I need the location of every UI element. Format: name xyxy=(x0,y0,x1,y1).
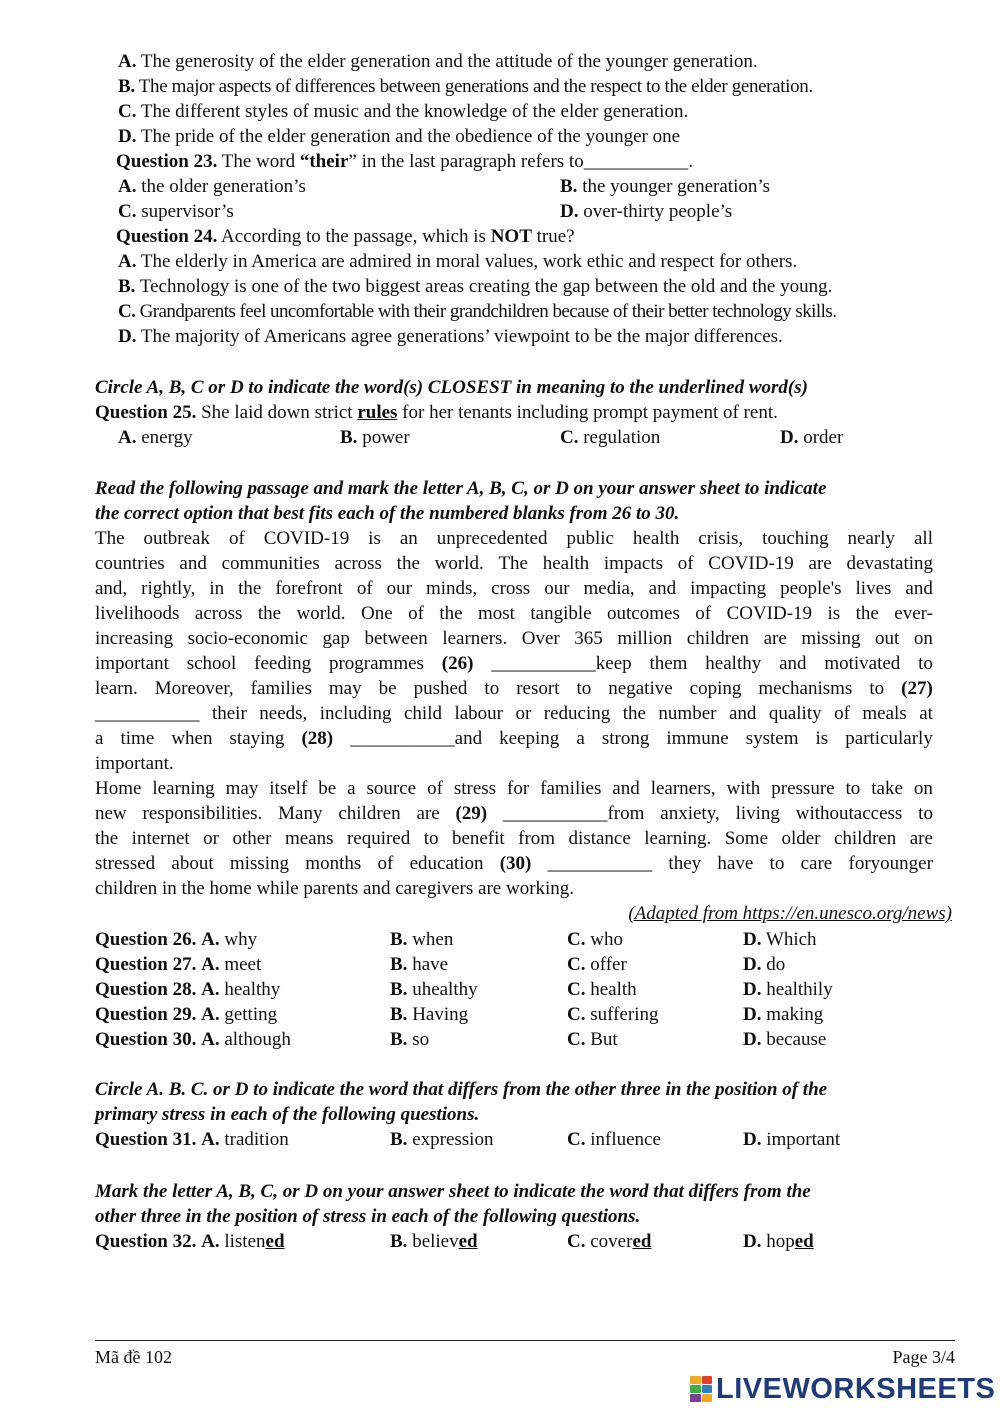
q31-option-d xyxy=(743,1127,840,1152)
liveworksheets-icon xyxy=(690,1376,712,1402)
keyword: NOT xyxy=(490,226,532,247)
word-stem: cover xyxy=(585,1231,633,1252)
passage-line-end: children in the home while parents and caregivers are working. xyxy=(95,878,575,899)
q22-option-b xyxy=(118,74,813,99)
question-30-option-c xyxy=(567,1027,618,1052)
option-letter: B. xyxy=(390,1004,408,1025)
option-letter: A. xyxy=(201,954,220,975)
option-text: The different styles of music and the knowledge of the elder generation. xyxy=(136,101,689,122)
option-text: when xyxy=(407,929,454,950)
passage-line-blank-30: stressed about missing months of education (30) ___________ they have to care foryounger xyxy=(95,853,933,874)
q31-row xyxy=(95,1127,289,1152)
option-text: power xyxy=(357,427,410,448)
option-letter: A. xyxy=(201,929,220,950)
passage-line-blank-26: important school feeding programmes (26) ___________keep them healthy and motivated to xyxy=(95,653,933,674)
option-letter: B. xyxy=(118,76,135,97)
q22-option-a xyxy=(118,49,758,74)
q31-option-b xyxy=(390,1127,493,1152)
underlined-suffix: ed xyxy=(632,1231,652,1252)
option-letter: C. xyxy=(567,1029,586,1050)
q24-option-b xyxy=(118,274,832,299)
liveworksheets-logo xyxy=(690,1373,995,1405)
option-text: meet xyxy=(219,954,262,975)
question-30-option-d xyxy=(743,1027,826,1052)
option-letter: D. xyxy=(560,201,579,222)
q23-option-c xyxy=(118,199,234,224)
option-text: so xyxy=(407,1029,430,1050)
option-letter: A. xyxy=(201,1004,220,1025)
q23-option-a xyxy=(118,174,306,199)
passage-line-blank-29: new responsibilities. Many children are (29) ___________from anxiety, living withoutaccess to xyxy=(95,803,933,824)
option-text: Which xyxy=(761,929,817,950)
question-29-option-d xyxy=(743,1002,823,1027)
q23-option-b xyxy=(560,174,770,199)
option-letter: C. xyxy=(118,201,137,222)
option-text: The pride of the elder generation and the obedience of the younger one xyxy=(136,126,681,147)
option-letter: B. xyxy=(390,1231,408,1252)
option-text: Technology is one of the two biggest areas creating the gap between the old and the young. xyxy=(135,276,833,297)
stem-text: for her tenants including prompt payment of rent. xyxy=(397,402,778,423)
option-text: the younger generation’s xyxy=(577,176,771,197)
option-text: health xyxy=(585,979,637,1000)
option-letter: D. xyxy=(118,126,137,147)
underlined-suffix: ed xyxy=(458,1231,478,1252)
option-letter: D. xyxy=(780,427,799,448)
passage-line: countries and communities across the world. The health impacts of COVID-19 are devastating xyxy=(95,553,933,574)
option-text: do xyxy=(761,954,786,975)
option-letter: C. xyxy=(567,1004,586,1025)
underlined-word: rules xyxy=(357,402,398,423)
option-letter: B. xyxy=(340,427,358,448)
option-letter: B. xyxy=(560,176,578,197)
passage-line-end: important. xyxy=(95,753,174,774)
option-text: suffering xyxy=(585,1004,659,1025)
question-label: Question 24. xyxy=(116,226,218,247)
option-text: Grandparents feel uncomfortable with their grandchildren because of their better technology skills. xyxy=(135,301,837,322)
question-27-option-c xyxy=(567,952,627,977)
option-letter: A. xyxy=(118,427,137,448)
passage-paragraph-1 xyxy=(95,526,933,751)
option-letter: B. xyxy=(390,1029,408,1050)
option-text: The majority of Americans agree generations’ viewpoint to be the major differences. xyxy=(136,326,783,347)
q25-option-c xyxy=(560,425,660,450)
option-text: tradition xyxy=(219,1129,289,1150)
underlined-suffix: ed xyxy=(794,1231,814,1252)
stem-text: She laid down strict xyxy=(196,402,358,423)
closest-instruction: Circle A, B, C or D to indicate the word(s) CLOSEST in meaning to the underlined word(s) xyxy=(95,377,808,398)
question-30-option-b xyxy=(390,1027,429,1052)
passage-line: the internet or other means required to benefit from distance learning. Some older children are xyxy=(95,828,933,849)
q25-option-d xyxy=(780,425,843,450)
option-text: because xyxy=(761,1029,827,1050)
question-29-option-c xyxy=(567,1002,658,1027)
question-label: Question 27. xyxy=(95,954,197,975)
question-label: Question 26. xyxy=(95,929,197,950)
passage-line: increasing socio-economic gap between learners. Over 365 million children are missing out on xyxy=(95,628,933,649)
question-label: Question 30. xyxy=(95,1029,197,1050)
question-label: Question 28. xyxy=(95,979,197,1000)
q32-option-c xyxy=(567,1229,651,1254)
option-text: why xyxy=(219,929,258,950)
option-letter: A. xyxy=(201,1231,220,1252)
word-stem: hop xyxy=(761,1231,795,1252)
question-label: Question 31. xyxy=(95,1129,197,1150)
stem-text: According to the passage, which is xyxy=(217,226,491,247)
stem-text: ” in the last paragraph refers to___________. xyxy=(348,151,693,172)
stem-text: The word xyxy=(217,151,300,172)
question-label: Question 29. xyxy=(95,1004,197,1025)
passage-source: (Adapted from https://en.unesco.org/news) xyxy=(628,903,952,924)
q25-option-b xyxy=(340,425,410,450)
passage-line: The outbreak of COVID-19 is an unprecedented public health crisis, touching nearly all xyxy=(95,528,933,549)
option-text: The generosity of the elder generation and the attitude of the younger generation. xyxy=(136,51,758,72)
option-letter: B. xyxy=(390,1129,408,1150)
q23-option-d xyxy=(560,199,732,224)
option-text: healthy xyxy=(219,979,281,1000)
option-text: energy xyxy=(136,427,193,448)
option-text: The elderly in America are admired in moral values, work ethic and respect for others. xyxy=(136,251,798,272)
option-letter: A. xyxy=(118,51,137,72)
stress-instruction-line1: Circle A. B. C. or D to indicate the word that differs from the other three in the position of the xyxy=(95,1079,828,1100)
option-text: over-thirty people’s xyxy=(578,201,733,222)
q24-stem xyxy=(116,224,575,249)
stress-instruction-line2: primary stress in each of the following questions. xyxy=(95,1104,480,1125)
option-letter: C. xyxy=(118,101,137,122)
passage-line: ___________ their needs, including child labour or reducing the number and quality of meals at xyxy=(95,703,933,724)
question-28-option-b xyxy=(390,977,478,1002)
option-letter: C. xyxy=(567,954,586,975)
question-label: Question 23. xyxy=(116,151,218,172)
option-text: expression xyxy=(407,1129,494,1150)
option-letter: C. xyxy=(118,301,136,322)
passage-instruction-line2: the correct option that best fits each of the numbered blanks from 26 to 30. xyxy=(95,503,680,524)
option-letter: A. xyxy=(201,1029,220,1050)
q22-option-d xyxy=(118,124,680,149)
option-letter: A. xyxy=(118,251,137,272)
option-text: important xyxy=(761,1129,841,1150)
question-26-option-b xyxy=(390,927,453,952)
liveworksheets-wordmark: LIVEWORKSHEETS xyxy=(716,1372,996,1405)
underlined-suffix: ed xyxy=(265,1231,285,1252)
option-letter: C. xyxy=(567,1129,586,1150)
question-27-option-b xyxy=(390,952,448,977)
question-28-option-a xyxy=(95,977,280,1002)
question-28-option-d xyxy=(743,977,833,1002)
question-26-option-c xyxy=(567,927,623,952)
option-text: healthily xyxy=(761,979,833,1000)
option-text: the older generation’s xyxy=(136,176,306,197)
option-text: supervisor’s xyxy=(136,201,234,222)
question-29-option-a xyxy=(95,1002,277,1027)
option-text: although xyxy=(219,1029,291,1050)
exam-code: Mã đề 102 xyxy=(95,1347,172,1367)
q24-option-c xyxy=(118,299,836,324)
footer-divider xyxy=(95,1340,955,1341)
passage-line: and, rightly, in the forefront of our minds, cross our media, and impacting people's lives and xyxy=(95,578,933,599)
word-stem: believ xyxy=(407,1231,459,1252)
option-letter: A. xyxy=(201,1129,220,1150)
option-letter: A. xyxy=(118,176,137,197)
option-letter: B. xyxy=(118,276,136,297)
question-27-option-d xyxy=(743,952,785,977)
stem-text: true? xyxy=(531,226,575,247)
pron-instruction-line2: other three in the position of stress in each of the following questions. xyxy=(95,1206,641,1227)
pron-instruction-line1: Mark the letter A, B, C, or D on your answer sheet to indicate the word that differs from the xyxy=(95,1181,811,1202)
option-text: The major aspects of differences between generations and the respect to the elder generation. xyxy=(134,76,813,97)
q24-option-a xyxy=(118,249,797,274)
option-letter: C. xyxy=(560,427,579,448)
q22-option-c xyxy=(118,99,688,124)
option-text: offer xyxy=(585,954,627,975)
question-label: Question 32. xyxy=(95,1231,197,1252)
option-letter: C. xyxy=(567,1231,586,1252)
question-29-option-b xyxy=(390,1002,468,1027)
option-text: have xyxy=(407,954,449,975)
passage-line: livelihoods across the world. One of the most tangible outcomes of COVID-19 is the ever- xyxy=(95,603,933,624)
q25-stem xyxy=(95,400,778,425)
option-text: Having xyxy=(407,1004,469,1025)
question-26-option-a xyxy=(95,927,257,952)
passage-line-blank-28: a time when staying (28) ___________and keeping a strong immune system is particularly xyxy=(95,728,933,749)
q32-option-b xyxy=(390,1229,478,1254)
passage-instruction-line1: Read the following passage and mark the letter A, B, C, or D on your answer sheet to indicate xyxy=(95,478,827,499)
option-text: getting xyxy=(219,1004,278,1025)
question-27-option-a xyxy=(95,952,261,977)
q23-stem xyxy=(116,149,693,174)
option-letter: D. xyxy=(743,1029,762,1050)
passage-line: Home learning may itself be a source of stress for families and learners, with pressure to take on xyxy=(95,778,933,799)
option-letter: D. xyxy=(743,954,762,975)
q32-row xyxy=(95,1229,285,1254)
passage-line-blank-27: learn. Moreover, families may be pushed to resort to negative coping mechanisms to (27) xyxy=(95,678,933,699)
page-number: Page 3/4 xyxy=(892,1347,955,1367)
option-letter: B. xyxy=(390,954,408,975)
word-stem: listen xyxy=(219,1231,266,1252)
option-letter: D. xyxy=(118,326,137,347)
option-letter: B. xyxy=(390,929,408,950)
option-text: uhealthy xyxy=(407,979,478,1000)
keyword: “their xyxy=(299,151,349,172)
option-letter: C. xyxy=(567,979,586,1000)
option-letter: B. xyxy=(390,979,408,1000)
option-text: influence xyxy=(585,1129,661,1150)
option-letter: D. xyxy=(743,1004,762,1025)
option-text: But xyxy=(585,1029,618,1050)
q31-option-c xyxy=(567,1127,661,1152)
option-letter: D. xyxy=(743,1231,762,1252)
question-30-option-a xyxy=(95,1027,291,1052)
question-28-option-c xyxy=(567,977,637,1002)
option-text: regulation xyxy=(578,427,661,448)
option-text: making xyxy=(761,1004,824,1025)
q24-option-d xyxy=(118,324,783,349)
option-letter: D. xyxy=(743,979,762,1000)
q25-option-a xyxy=(118,425,193,450)
question-label: Question 25. xyxy=(95,402,197,423)
question-26-option-d xyxy=(743,927,817,952)
option-letter: D. xyxy=(743,1129,762,1150)
q32-option-d xyxy=(743,1229,814,1254)
option-text: order xyxy=(798,427,844,448)
option-letter: A. xyxy=(201,979,220,1000)
option-letter: D. xyxy=(743,929,762,950)
option-letter: C. xyxy=(567,929,586,950)
passage-paragraph-2 xyxy=(95,776,933,876)
option-text: who xyxy=(585,929,623,950)
